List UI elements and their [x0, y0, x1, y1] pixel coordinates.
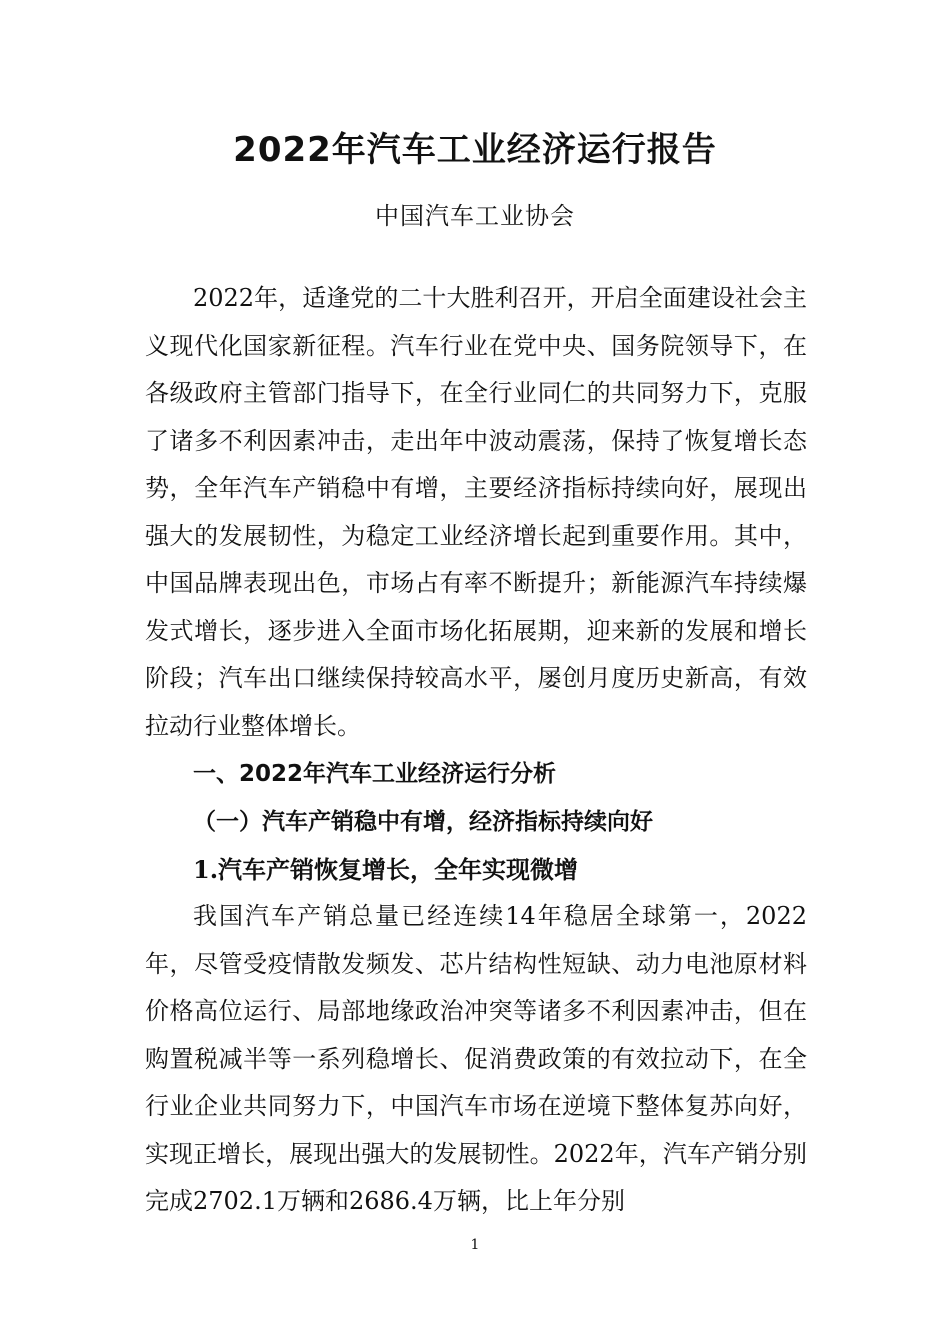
section-heading: 一、2022年汽车工业经济运行分析 — [193, 761, 557, 787]
intro-paragraph: 2022年，适逢党的二十大胜利召开，开启全面建设社会主义现代化国家新征程。汽车行业在党中央、国务院领导下，在各级政府主管部门指导下，在全行业同仁的共同努力下，克服了诸多不利因素冲击，走出年中波动震荡，保持了恢复增长态势，全年汽车产销稳中有增，主要经济指标持续向好，展现出强大的发展韧性，为稳定工业经济增长起到重要作用。其中，中国品牌表现出色，市场占有率不断提升；新能源汽车持续爆发式增长，逐步进入全面市场化拓展期，迎来新的发展和增长阶段；汽车出口继续保持较高水平，屡创月度历史新高，有效拉动行业整体增长。 — [145, 284, 807, 740]
subsection-heading: （一）汽车产销稳中有增，经济指标持续向好 — [193, 808, 653, 835]
report-title: 2022年汽车工业经济运行报告 — [233, 130, 717, 170]
author-organization: 中国汽车工业协会 — [375, 202, 575, 230]
item-heading: 1.汽车产销恢复增长，全年实现微增 — [193, 855, 579, 884]
page-number: 1 — [470, 1237, 480, 1253]
body-paragraph: 我国汽车产销总量已经连续14年稳居全球第一，2022年，尽管受疫情散发频发、芯片结构性短缺、动力电池原材料价格高位运行、局部地缘政治冲突等诸多不利因素冲击，但在购置税减半等一系列稳增长、促消费政策的有效拉动下，在全行业企业共同努力下，中国汽车市场在逆境下整体复苏向好，实现正增长，展现出强大的发展韧性。2022年，汽车产销分别完成2702.1万辆和2686.4万辆，比上年分别 — [145, 902, 807, 1215]
